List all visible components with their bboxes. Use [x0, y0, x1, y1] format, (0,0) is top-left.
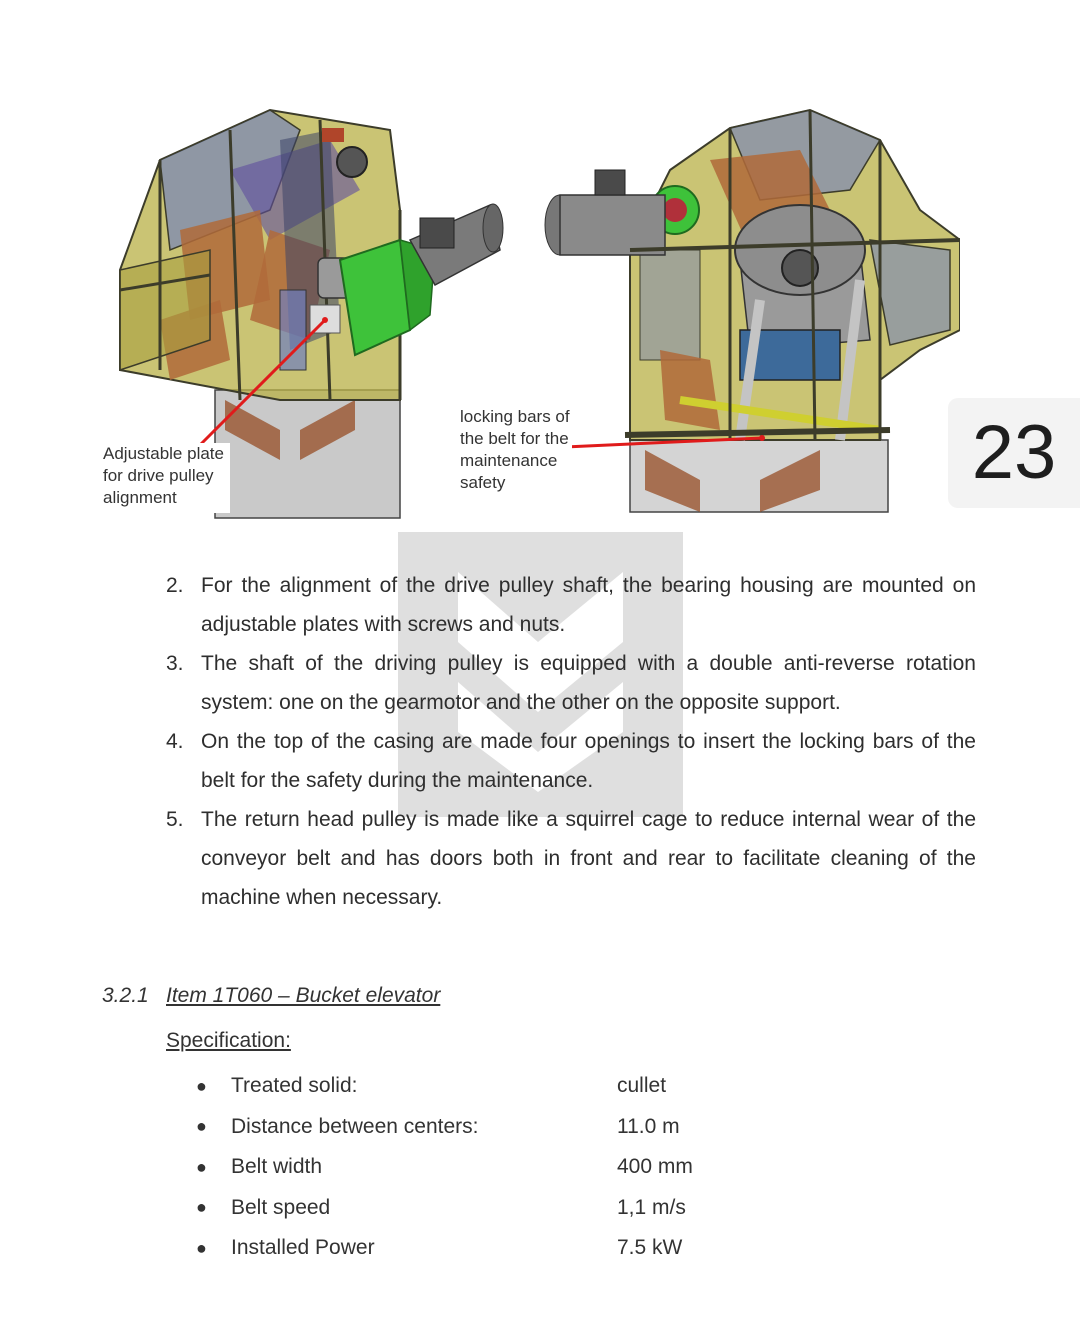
right-callout-line-4: safety [460, 473, 506, 492]
procedure-list [166, 566, 976, 917]
specification-label: Specification: [166, 1029, 291, 1052]
spec-row [196, 1107, 796, 1148]
spec-value: 1,1 m/s [617, 1195, 686, 1219]
list-item [166, 566, 976, 644]
left-callout-line-2: for drive pulley [103, 466, 214, 485]
right-callout-line-2: the belt for the [460, 429, 569, 448]
spec-value: cullet [617, 1074, 667, 1098]
spec-name: Belt speed [231, 1195, 331, 1219]
list-item-number: 2. [166, 574, 184, 597]
section-number: 3.2.1 [102, 984, 149, 1007]
spec-name: Distance between centers: [231, 1114, 479, 1138]
spec-row [196, 1228, 796, 1269]
bullet-icon: ● [196, 1197, 207, 1218]
list-item-number: 5. [166, 808, 184, 831]
spec-row [196, 1066, 796, 1107]
right-callout-line-1: locking bars of [460, 407, 570, 426]
elevator-figure [100, 100, 960, 520]
right-callout-line-3: maintenance [460, 451, 558, 470]
section-title: Item 1T060 – Bucket elevator [166, 984, 441, 1007]
list-item [166, 644, 976, 722]
list-item-text: For the alignment of the drive pulley shaft, the bearing housing are mounted on adjustable plates with screws and nuts. [201, 574, 976, 636]
list-item [166, 722, 976, 800]
spec-value: 400 mm [617, 1155, 693, 1179]
spec-row [196, 1147, 796, 1188]
bullet-icon: ● [196, 1156, 207, 1177]
list-item-number: 4. [166, 730, 184, 753]
spec-name: Belt width [231, 1155, 323, 1179]
left-callout-line-1: Adjustable plate [103, 444, 224, 463]
spec-row [196, 1188, 796, 1229]
specification-list [196, 1066, 796, 1269]
bullet-icon: ● [196, 1237, 207, 1258]
page-number-badge: 23 [948, 398, 1080, 508]
left-callout-label [100, 443, 230, 513]
left-callout-line-3: alignment [103, 488, 177, 507]
list-item-text: On the top of the casing are made four openings to insert the locking bars of the belt for the safety during the maintenance. [201, 730, 976, 792]
spec-name: Treated solid: [231, 1074, 358, 1098]
right-callout-label [457, 406, 572, 494]
spec-name: Installed Power [231, 1236, 375, 1260]
list-item-text: The shaft of the driving pulley is equipped with a double anti-reverse rotation system: one on the gearmotor and the other on the opposite support. [201, 652, 976, 714]
list-item-number: 3. [166, 652, 184, 675]
list-item-text: The return head pulley is made like a squirrel cage to reduce internal wear of the conveyor belt and has doors both in front and rear to facilitate cleaning of the machine when necessary. [201, 808, 976, 909]
right-elevator-head [545, 110, 960, 512]
bullet-icon: ● [196, 1075, 207, 1096]
spec-value: 7.5 kW [617, 1236, 683, 1260]
bullet-icon: ● [196, 1116, 207, 1137]
spec-value: 11.0 m [617, 1114, 680, 1138]
section-heading [102, 984, 440, 1008]
list-item [166, 800, 976, 917]
